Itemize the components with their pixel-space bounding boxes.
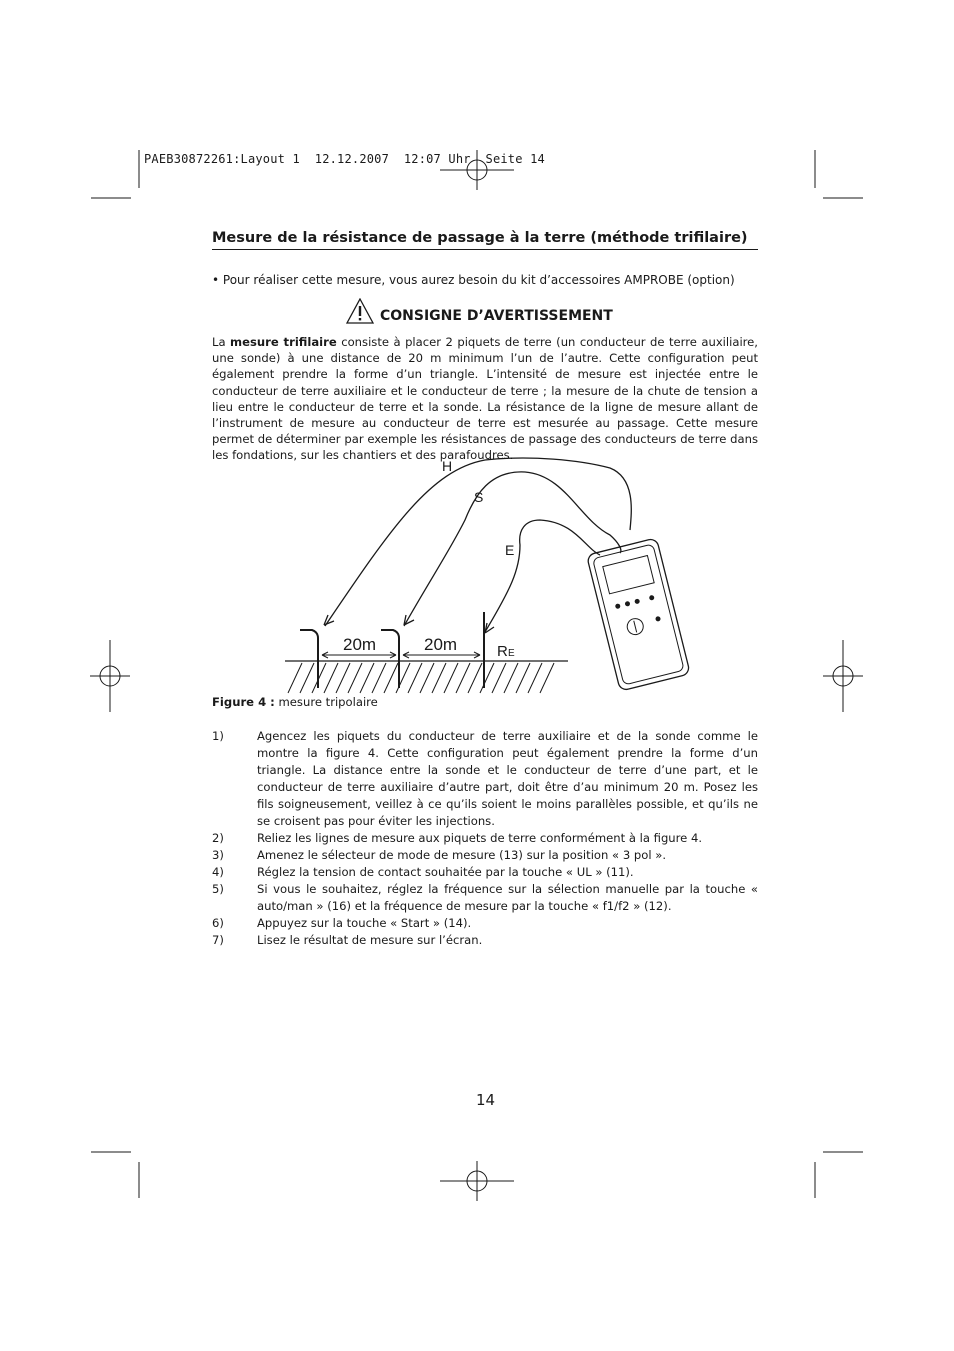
step-text: Amenez le sélecteur de mode de mesure (13) sur la position « 3 pol ». — [257, 848, 667, 862]
label-distance-2: 20m — [424, 635, 458, 654]
list-item — [212, 728, 758, 830]
label-re-main: R — [497, 643, 508, 660]
label-re-sub: E — [508, 648, 515, 659]
print-slug-line: PAEB30872261:Layout 1 12.12.2007 12:07 Uhr Seite 14 — [144, 152, 545, 166]
instrument-display — [603, 556, 654, 594]
caption-prefix: Figure 4 : — [212, 695, 275, 709]
step-text: Reliez les lignes de mesure aux piquets de terre conformément à la figure 4. — [257, 831, 703, 845]
list-item — [212, 830, 758, 847]
wire-e — [485, 520, 600, 632]
step-text: Agencez les piquets du conducteur de terre auxiliaire et de la sonde comme le montre la figure 4. Cette configuration peut également prendre la forme d’un triangle. La distance entre la sonde et le conducteur de terre d’une part, et le conducteur de terre auxiliaire d’autre part, doit être d’au minimum 20 m. Posez les fils soigneusement, veillez à ce qu’ils soient le moins parallèles possible, et qu’ils ne se croisent pas pour éviter les injections. — [257, 729, 758, 828]
step-number: 4) — [212, 865, 224, 879]
label-h: H — [442, 458, 453, 474]
figure-tripolar-measurement — [280, 450, 700, 700]
ground-hatching — [288, 663, 554, 693]
wire-h — [325, 458, 631, 626]
warning-triangle-icon — [346, 298, 374, 324]
list-item — [212, 847, 758, 864]
label-e: E — [505, 542, 515, 558]
earth-tester-instrument — [587, 538, 691, 691]
label-distance-1: 20m — [343, 635, 377, 654]
step-text: Appuyez sur la touche « Start » (14). — [257, 916, 472, 930]
warning-paragraph — [212, 334, 758, 464]
warning-heading — [346, 298, 613, 324]
step-number: 2) — [212, 831, 224, 845]
list-item — [212, 932, 758, 949]
accessory-note: • Pour réaliser cette mesure, vous aurez besoin du kit d’accessoires AMPROBE (option) — [212, 273, 735, 287]
step-number: 5) — [212, 882, 224, 896]
list-item — [212, 881, 758, 915]
paragraph-lead: La — [212, 335, 231, 349]
step-text: Réglez la tension de contact souhaitée par la touche « UL » (11). — [257, 865, 634, 879]
step-number: 6) — [212, 916, 224, 930]
figure-caption — [212, 695, 378, 709]
caption-text: mesure tripolaire — [274, 695, 378, 709]
stake-h — [300, 630, 318, 688]
list-item — [212, 915, 758, 932]
procedure-list — [212, 728, 758, 949]
step-number: 1) — [212, 729, 224, 743]
instrument-body — [587, 538, 691, 691]
list-item — [212, 864, 758, 881]
step-number: 3) — [212, 848, 224, 862]
step-text: Si vous le souhaitez, réglez la fréquence sur la sélection manuelle par la touche « auto/man » (16) et la fréquence de mesure par la touche « f1/f2 » (12). — [257, 882, 758, 913]
page-number: 14 — [476, 1091, 496, 1109]
warning-title: CONSIGNE D’AVERTISSEMENT — [380, 308, 613, 324]
step-text: Lisez le résultat de mesure sur l’écran. — [257, 933, 483, 947]
label-s: S — [474, 489, 484, 505]
section-title: Mesure de la résistance de passage à la terre (méthode trifilaire) — [212, 230, 758, 250]
paragraph-bold-term: mesure trifilaire — [230, 335, 337, 349]
paragraph-body: consiste à placer 2 piquets de terre (un conducteur de terre auxiliaire, une sonde) à une distance de 20 m minimum l’un de l’autre. Cette configuration peut également prendre la forme d’un triangle. L’intensité de mesure est injectée entre le conducteur de terre auxiliaire et le conducteur de terre ; la mesure de la chute de tension a lieu entre le conducteur de terre et la sonde. La résistance de la ligne de mesure allant de l’instrument de mesure au conducteur de terre est mesurée au passage. Cette mesure permet de déterminer par exemple les résistances de passage des conducteurs de terre dans les fondations, sur les chantiers et des parafoudres. — [212, 335, 758, 463]
step-number: 7) — [212, 933, 224, 947]
